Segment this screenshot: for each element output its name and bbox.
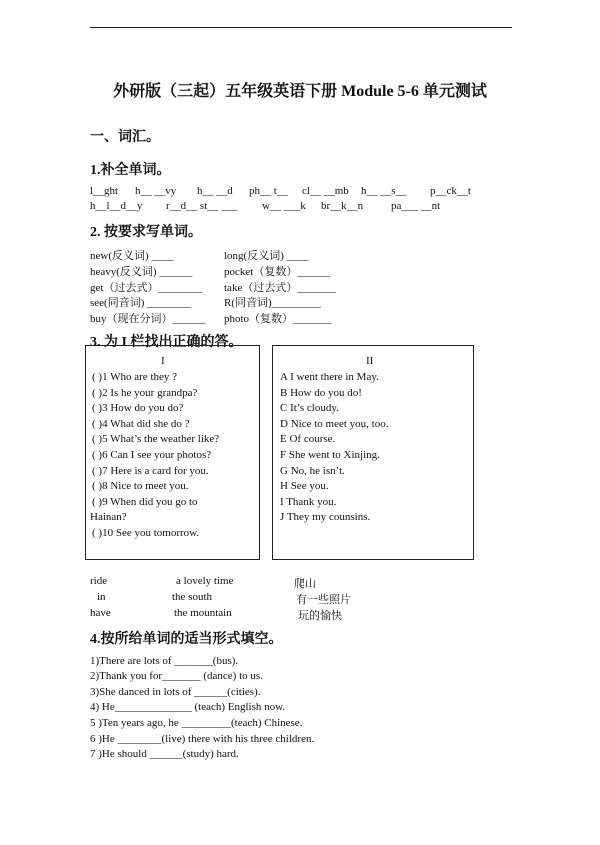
question-item-continued: Hainan? [90,511,127,523]
word-blank: h__ __s__ [361,185,407,197]
phrase-meaning: 爬山 [294,578,316,590]
answer-item: F She went to Xinjing. [280,449,380,461]
question-item: ( )8 Nice to meet you. [92,480,189,492]
question-item: ( )9 When did you go to [92,496,198,508]
word-blank: pa___ __nt [391,200,441,212]
question-item: ( )1 Who are they ? [92,371,178,383]
word-blank: l__ght [90,185,119,197]
answer-item: G No, he isn’t. [280,465,345,477]
word-blank: br__k__n [321,200,364,212]
answer-item: I Thank you. [280,496,337,508]
word-blank: cl__ __mb [302,185,349,197]
word-blank: ph__ t__ [249,185,288,197]
question-item: ( )6 Can I see your photos? [92,449,212,461]
word-blank: r__d__ st__ ___ [166,200,238,212]
word-form-item: get（过去式）________ [90,282,203,294]
answer-item: H See you. [280,480,329,492]
fill-blank-item: 4) He______________ (teach) English now. [90,701,286,713]
word-form-item: take（过去式）_______ [224,282,336,294]
word-blank: h__ __vy [135,185,177,197]
fill-blank-item: 3)She danced in lots of ______(cities). [90,686,261,698]
section-heading-vocabulary: 一、词汇。 [90,130,160,145]
word-form-item: pocket（复数）______ [224,266,331,278]
word-blank: h__ __d [197,185,233,197]
phrase-meaning: 有一些照片 [296,594,351,606]
word-form-item: photo（复数）_______ [224,313,332,325]
question-item: ( )10 See you tomorrow. [92,527,200,539]
word-form-item: heavy(反义词) ______ [90,266,193,278]
answer-item: J They my counsins. [280,511,371,523]
answer-item: B How do you do! [280,387,362,399]
phrase-meaning: 玩的愉快 [298,610,342,622]
phrase-verb: have [90,607,111,619]
question-item: ( )3 How do you do? [92,402,184,414]
fill-blank-item: 6 )He ________(live) there with his three children. [90,733,315,745]
fill-blank-item: 7 )He should ______(study) hard. [90,748,239,760]
question-item: ( )4 What did she do ? [92,418,190,430]
fill-blank-item: 5 )Ten years ago, he _________(teach) Chinese. [90,717,303,729]
word-form-item: new(反义词) ____ [90,250,174,262]
part3-heading: 3. 为 I 栏找出正确的答。 [90,335,243,350]
part1-heading: 1.补全单词。 [90,163,171,178]
word-blank: p__ck__t [430,185,471,197]
answer-item: E Of course. [280,433,336,445]
question-item: ( )2 Is he your grandpa? [92,387,198,399]
word-form-item: R(同音词)_________ [224,297,322,309]
phrase-object: a lovely time [176,575,234,587]
answer-item: C It’s cloudy. [280,402,339,414]
phrase-object: the south [172,591,213,603]
top-rule [90,27,512,28]
question-item: ( )5 What’s the weather like? [92,433,220,445]
word-form-item: long(反义词) ____ [224,250,309,262]
question-item: ( )7 Here is a card for you. [92,465,209,477]
part2-heading: 2. 按要求写单词。 [90,225,202,240]
word-blank: h__l__d__y [90,200,143,212]
word-form-item: buy（现在分词）______ [90,313,206,325]
column-I-heading: I [161,355,165,367]
answer-item: D Nice to meet you, too. [280,418,389,430]
fill-blank-item: 2)Thank you for_______ (dance) to us. [90,670,263,682]
column-II-heading: II [366,355,374,367]
word-blank: w__ ___k [262,200,306,212]
phrase-verb: ride [90,575,108,587]
word-form-item: see(同音词) ________ [90,297,192,309]
fill-blank-item: 1)There are lots of _______(bus). [90,655,239,667]
page-title: 外研版（三起）五年级英语下册 Module 5-6 单元测试 [113,83,487,100]
phrase-object: the mountain [174,607,232,619]
answer-item: A I went there in May. [280,371,379,383]
phrase-verb: in [97,591,106,603]
part4-heading: 4.按所给单词的适当形式填空。 [90,632,283,647]
